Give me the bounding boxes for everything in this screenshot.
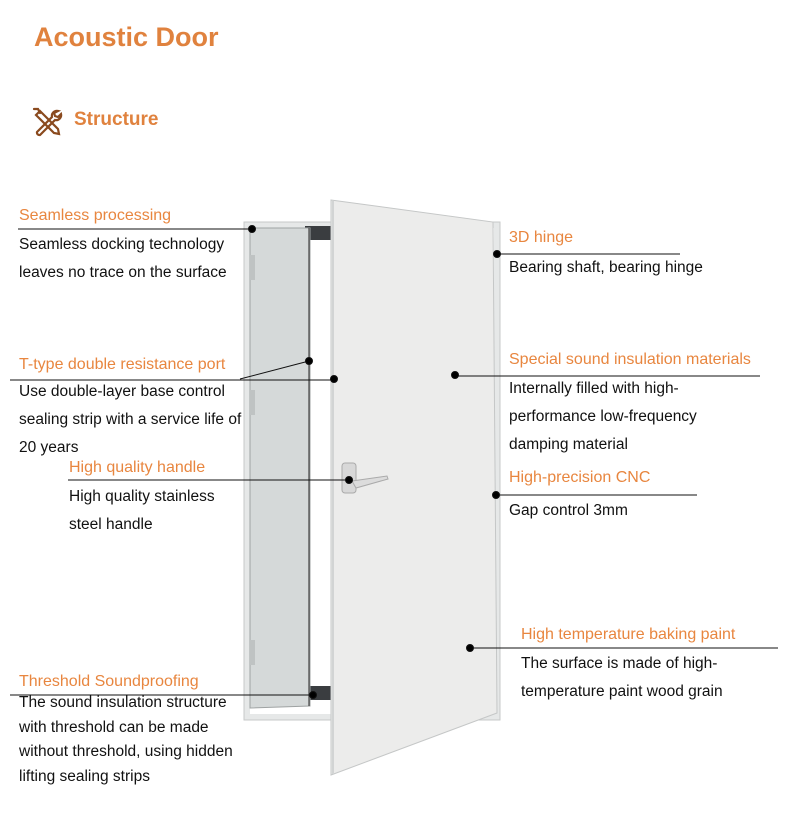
callout-desc: Internally filled with high-performance low-frequency damping material	[509, 380, 697, 453]
callout-label: High temperature baking paint	[521, 626, 736, 643]
callout-label: T-type double resistance port	[19, 356, 226, 373]
callout-desc: Bearing shaft, bearing hinge	[509, 259, 703, 276]
callout-desc: The sound insulation structure with threshold can be made without threshold, using hidden lifting sealing strips	[19, 694, 233, 785]
callout-desc: The surface is made of high-temperature paint wood grain	[521, 655, 723, 700]
door-edge-panel	[250, 228, 310, 708]
callout-label: Special sound insulation materials	[509, 351, 751, 368]
page-title: Acoustic Door	[34, 22, 219, 52]
callout-desc: Use double-layer base control sealing strip with a service life of 20 years	[19, 383, 242, 456]
callout-label: 3D hinge	[509, 229, 574, 246]
hinge	[250, 640, 255, 665]
callout-label: Seamless processing	[19, 207, 172, 224]
callout-label: High quality handle	[69, 459, 206, 476]
callout-label: Threshold Soundproofing	[19, 673, 199, 690]
hinge	[250, 255, 255, 280]
callout-desc: High quality stainless steel handle	[69, 488, 215, 533]
callout-desc: Gap control 3mm	[509, 502, 628, 519]
section-heading: Structure	[74, 109, 159, 130]
callout-desc: Seamless docking technology leaves no trace on the surface	[19, 236, 227, 281]
callout-label: High-precision CNC	[509, 469, 651, 486]
